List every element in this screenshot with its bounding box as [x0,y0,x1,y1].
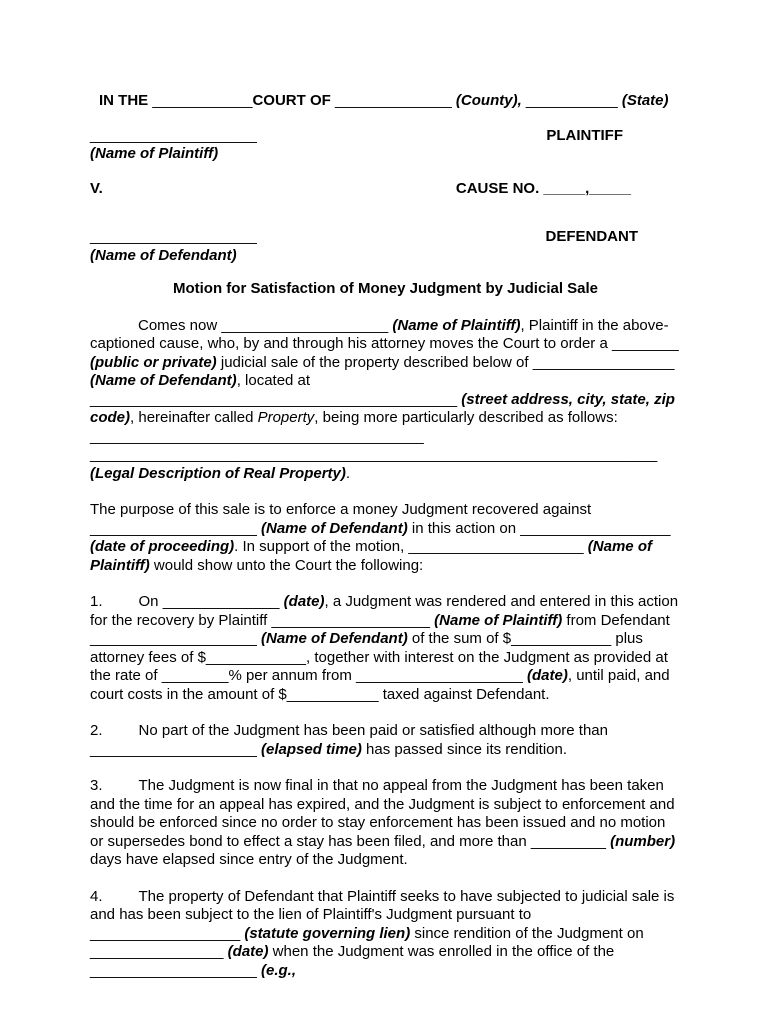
plaintiff-name-caption: (Name of Plaintiff) [90,145,219,162]
plaintiff-role-label: PLAINTIFF [546,126,623,144]
paragraph-intro: Comes now ____________________ (Name of Plaintiff), Plaintiff in the above-captioned cause, who, by and through his attorney moves the Court to order a ________ (public or private) judicial sale of the property described below of _________________ (Name of Defendant), located at ____________________________________________ (street address, city, state, zip code), hereinafter called Property, being more particularly described as follows: ________________________________________ ____________________________________________________________________ (Legal Description of Real Property). [90,316,679,482]
cause-number: CAUSE NO. _____,_____ [455,179,631,197]
plaintiff-name-blank: ____________________ [90,126,257,144]
defendant-name-blank: ____________________ [90,228,257,245]
plaintiff-block [90,127,681,164]
list-item-4: 4. The property of Defendant that Plaintiff seeks to have subjected to judicial sale is and has been subject to the lien of Plaintiff's Judgment pursuant to __________________ (statute governing lien) since rendition of the Judgment on ________________ (date) when the Judgment was enrolled in the office of the ____________________ (e.g., [90,887,675,979]
versus-label: V. [90,179,103,197]
document-title: Motion for Satisfaction of Money Judgment by Judicial Sale [172,280,599,297]
court-caption-line: IN THE ____________COURT OF ______________ (County), ___________ (State) [99,92,669,109]
plaintiff-name-area [90,127,257,164]
defendant-name-area [90,228,257,265]
defendant-name-caption: (Name of Defendant) [90,246,237,264]
paragraph-purpose: The purpose of this sale is to enforce a money Judgment recovered against ____________________ (Name of Defendant) in this action on __________________ (date of proceeding). In support of the motion, _____________________ (Name of Plaintiff) would show unto the Court the following: [90,501,671,574]
defendant-block [90,228,681,265]
list-item-1: 1. On ______________ (date), a Judgment was rendered and entered in this action for the recovery by Plaintiff ___________________ (Name of Plaintiff) from Defendant ____________________ (Name of Defendant) of the sum of $____________ plus attorney fees of $____________, together with interest on the Judgment as provided at the rate of ________% per annum from ____________________ (date), until paid, and court costs in the amount of $___________ taxed against Defendant. [90,593,679,703]
defendant-role-label: DEFENDANT [545,228,638,245]
list-item-3: 3. The Judgment is now final in that no appeal from the Judgment has been taken and the time for an appeal has expired, and the Judgment is subject to enforcement and should be enforced since no order to stay enforcement has been issued and no motion or supersedes bond to effect a stay has been filed, and more than _________ (number) days have elapsed since entry of the Judgment. [90,777,676,868]
list-item-2: 2. No part of the Judgment has been paid or satisfied although more than ____________________ (elapsed time) has passed since its rendition. [90,722,608,758]
versus-row [90,180,681,199]
